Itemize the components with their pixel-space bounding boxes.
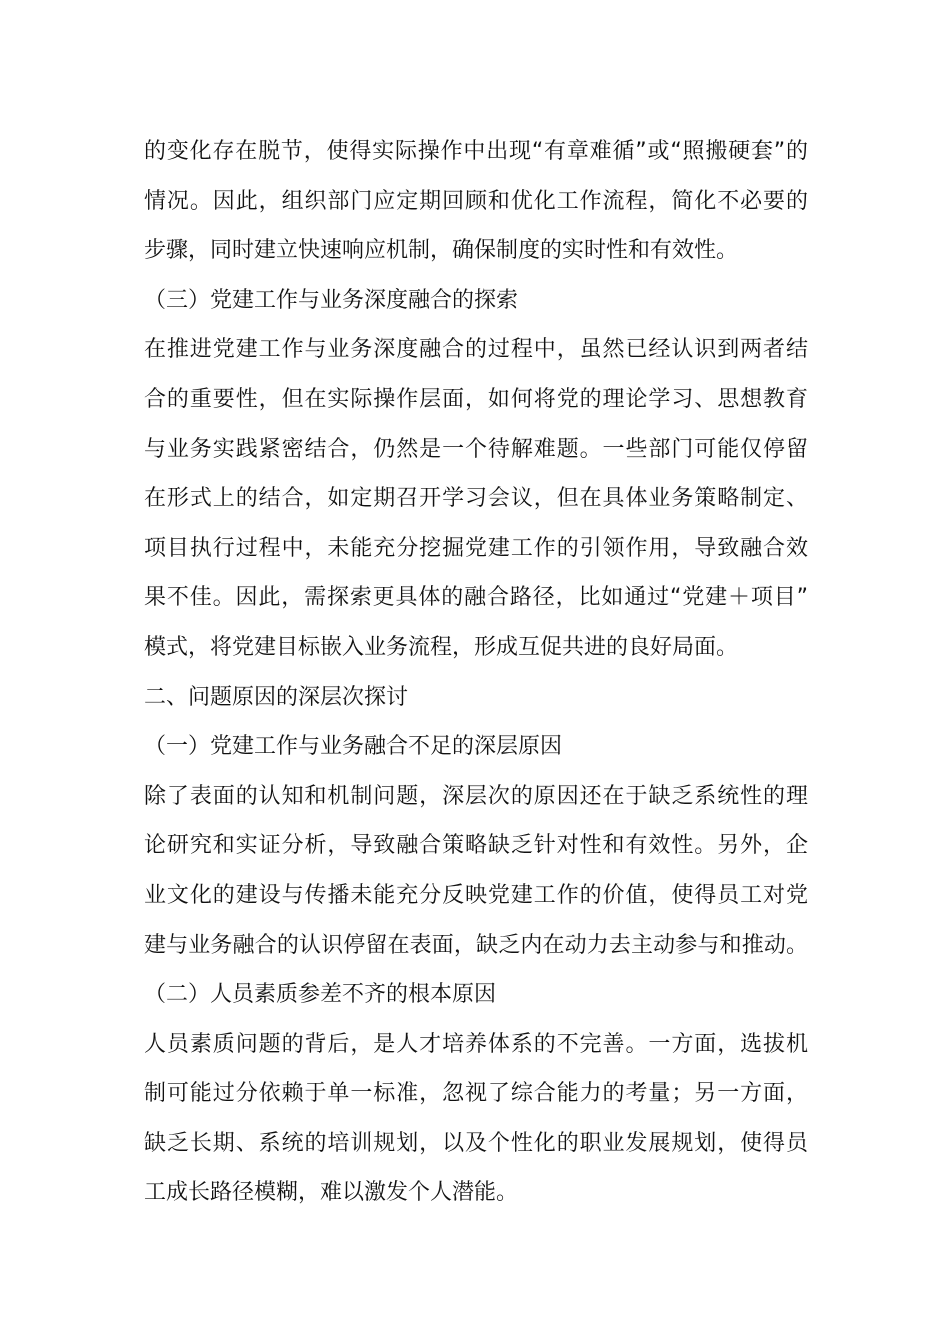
text-line: 模式，将党建目标嵌入业务流程，形成互促共进的良好局面。 [144, 634, 739, 660]
document-body [144, 127, 808, 1218]
text-line: 制可能过分依赖于单一标准，忽视了综合能力的考量；另一方面， [144, 1081, 808, 1107]
text-line: 人员素质问题的背后，是人才培养体系的不完善。一方面，选拔机 [144, 1031, 808, 1057]
text-line: 二、问题原因的深层次探讨 [144, 684, 409, 710]
text-line: 情况。因此，组织部门应定期回顾和优化工作流程，简化不必要的 [144, 188, 808, 214]
text-line: 的变化存在脱节，使得实际操作中出现“有章难循”或“照搬硬套”的 [144, 139, 808, 164]
text-line: 业文化的建设与传播未能充分反映党建工作的价值，使得员工对党 [144, 882, 808, 908]
text-line: 在推进党建工作与业务深度融合的过程中，虽然已经认识到两者结 [144, 337, 808, 363]
text-line: 步骤，同时建立快速响应机制，确保制度的实时性和有效性。 [144, 238, 739, 264]
text-line: 工成长路径模糊，难以激发个人潜能。 [144, 1180, 519, 1206]
text-line: 在形式上的结合，如定期召开学习会议，但在具体业务策略制定、 [144, 486, 808, 512]
text-line: 建与业务融合的认识停留在表面，缺乏内在动力去主动参与和推动。 [144, 932, 808, 958]
text-line: 缺乏长期、系统的培训规划，以及个性化的职业发展规划，使得员 [144, 1130, 808, 1156]
text-line: 果不佳。因此，需探索更具体的融合路径，比如通过“党建＋项目” [144, 585, 808, 611]
text-line: （一）党建工作与业务融合不足的深层原因 [144, 734, 563, 760]
text-line: 与业务实践紧密结合，仍然是一个待解难题。一些部门可能仅停留 [144, 436, 808, 462]
text-line: 项目执行过程中，未能充分挖掘党建工作的引领作用，导致融合效 [144, 535, 808, 561]
text-line: 合的重要性，但在实际操作层面，如何将党的理论学习、思想教育 [144, 386, 808, 412]
text-line: 除了表面的认知和机制问题，深层次的原因还在于缺乏系统性的理 [144, 783, 808, 809]
text-line: （三）党建工作与业务深度融合的探索 [144, 287, 519, 313]
text-line: 论研究和实证分析，导致融合策略缺乏针对性和有效性。另外，企 [144, 833, 808, 859]
text-line: （二）人员素质参差不齐的根本原因 [144, 982, 497, 1008]
